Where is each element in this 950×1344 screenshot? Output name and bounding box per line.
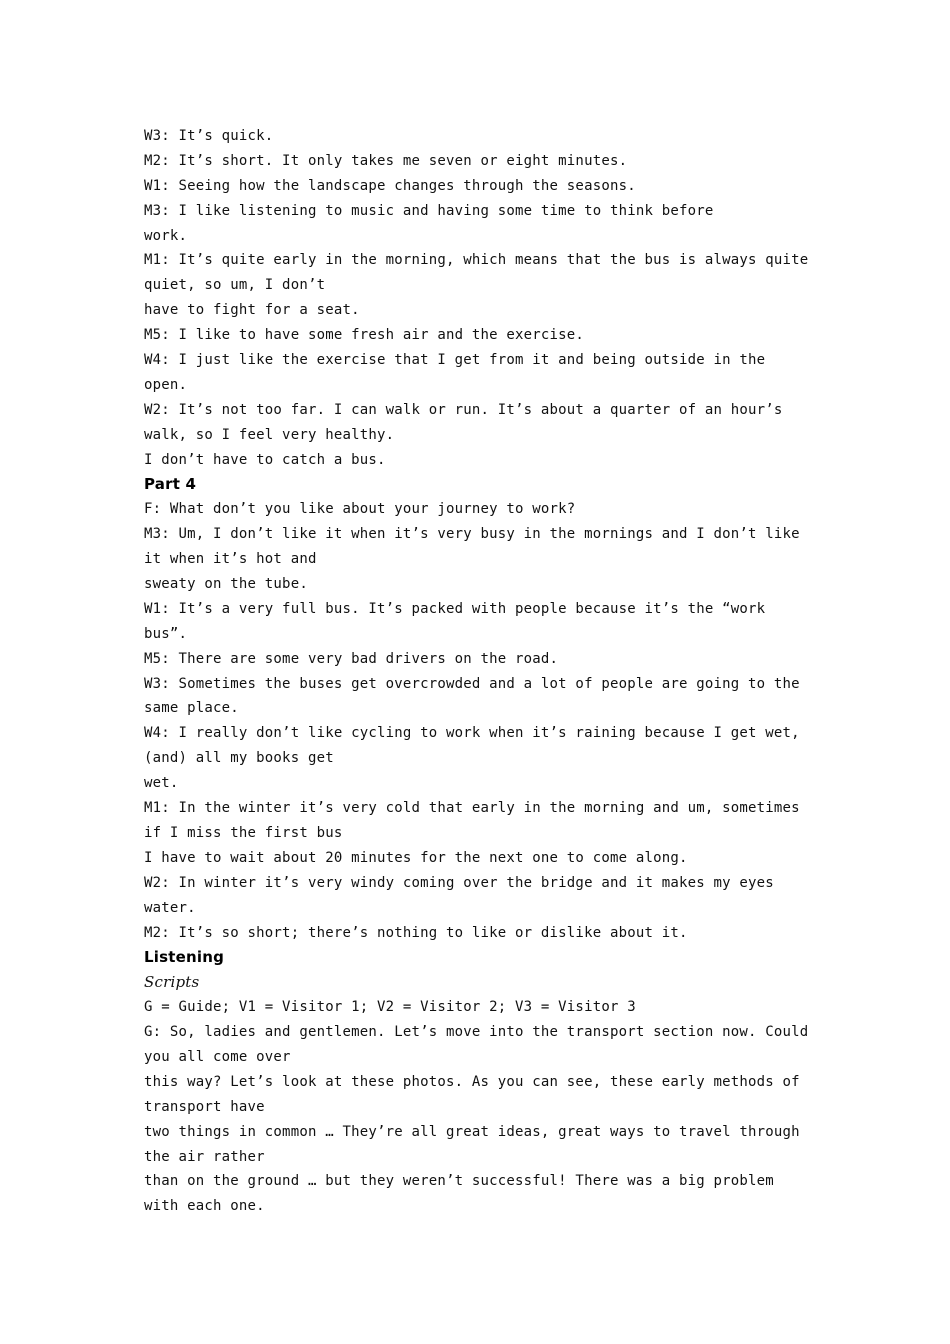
transcript-line: open. — [144, 376, 188, 393]
transcript-line: F: What don’t you like about your journey to work? — [144, 501, 576, 518]
transcript-line: this way? Let’s look at these photos. As you can see, these early methods of — [144, 1073, 800, 1090]
transcript-text — [144, 124, 824, 1219]
transcript-line: with each one. — [144, 1198, 265, 1215]
transcript-line: quiet, so um, I don’t — [144, 277, 326, 294]
transcript-line: W2: In winter it’s very windy coming over the bridge and it makes my eyes — [144, 874, 774, 891]
subheading-scripts: Scripts — [144, 973, 200, 992]
transcript-line: M1: In the winter it’s very cold that early in the morning and um, sometimes — [144, 800, 800, 817]
transcript-line: bus”. — [144, 625, 188, 642]
transcript-line: you all come over — [144, 1048, 291, 1065]
transcript-line: I don’t have to catch a bus. — [144, 451, 386, 468]
transcript-line: water. — [144, 899, 196, 916]
transcript-line: W1: Seeing how the landscape changes through the seasons. — [144, 177, 636, 194]
transcript-line: W4: I just like the exercise that I get from it and being outside in the — [144, 352, 766, 369]
transcript-line: W3: Sometimes the buses get overcrowded and a lot of people are going to the — [144, 675, 800, 692]
transcript-line: walk, so I feel very healthy. — [144, 426, 395, 443]
transcript-line: M2: It’s short. It only takes me seven or eight minutes. — [144, 152, 628, 169]
transcript-line: M3: I like listening to music and having some time to think before — [144, 202, 714, 219]
section-heading-part-4: Part 4 — [144, 475, 197, 494]
transcript-line: the air rather — [144, 1148, 265, 1165]
transcript-line: M1: It’s quite early in the morning, which means that the bus is always quite — [144, 252, 809, 269]
transcript-line: G: So, ladies and gentlemen. Let’s move into the transport section now. Could — [144, 1024, 809, 1041]
transcript-line: W1: It’s a very full bus. It’s packed with people because it’s the “work — [144, 600, 766, 617]
transcript-line: have to fight for a seat. — [144, 302, 360, 319]
transcript-line: W3: It’s quick. — [144, 128, 274, 144]
transcript-line: I have to wait about 20 minutes for the next one to come along. — [144, 849, 688, 866]
transcript-line: M5: I like to have some fresh air and the exercise. — [144, 327, 585, 344]
transcript-line: (and) all my books get — [144, 750, 334, 767]
transcript-line: M3: Um, I don’t like it when it’s very busy in the mornings and I don’t like — [144, 526, 800, 543]
transcript-line: sweaty on the tube. — [144, 576, 308, 593]
transcript-line: two things in common … They’re all great ideas, great ways to travel through — [144, 1123, 800, 1140]
transcript-line: same place. — [144, 700, 239, 717]
transcript-line: than on the ground … but they weren’t successful! There was a big problem — [144, 1173, 774, 1190]
transcript-line: wet. — [144, 775, 179, 792]
transcript-line: it when it’s hot and — [144, 551, 317, 568]
section-heading-listening: Listening — [144, 948, 225, 967]
transcript-line: G = Guide; V1 = Visitor 1; V2 = Visitor 2; V3 = Visitor 3 — [144, 999, 636, 1016]
transcript-line: transport have — [144, 1098, 265, 1115]
transcript-line: M5: There are some very bad drivers on the road. — [144, 650, 559, 667]
transcript-line: work. — [144, 227, 188, 244]
transcript-line: M2: It’s so short; there’s nothing to like or dislike about it. — [144, 924, 688, 941]
transcript-line: W2: It’s not too far. I can walk or run. It’s about a quarter of an hour’s — [144, 401, 783, 418]
transcript-line: if I miss the first bus — [144, 824, 343, 841]
transcript-line: W4: I really don’t like cycling to work when it’s raining because I get wet, — [144, 725, 800, 742]
